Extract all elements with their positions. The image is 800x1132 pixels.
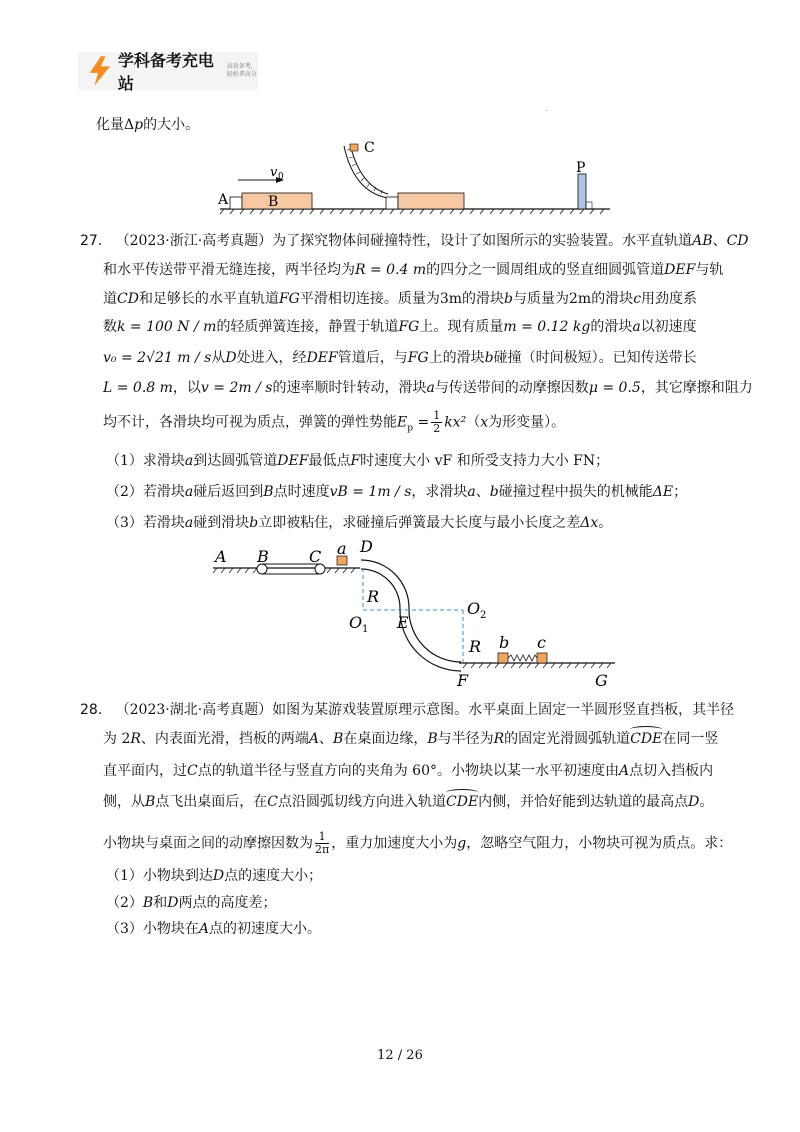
figure-track-def [205, 538, 625, 690]
svg-text:A: A [215, 547, 227, 566]
q27-line-1: 27. （2023·浙江·高考真题）为了探究物体间碰撞特性，设计了如图所示的实验装置。水平直轨道AB、CD [80, 233, 749, 249]
fraction-one-over-two-pi: $\frac{1}{2\pi}$ [315, 830, 330, 856]
spring [508, 655, 537, 661]
q27-line-2: 和水平传送带平滑无缝连接，两半径均为R = 0.4 m的四分之一圆周组成的竖直细圆弧管道DEF与轨 [103, 262, 724, 278]
page-number: 12 / 26 [377, 1048, 423, 1063]
logo-text: 学科备考充电站 [117, 51, 214, 93]
svg-text:R: R [469, 637, 482, 656]
fraction-one-half: $\frac{1}{2}$ [433, 409, 441, 435]
q28-line-1: 28. （2023·湖北·高考真题）如图为某游戏装置原理示意图。水平桌面上固定一半圆形竖直挡板，其半径 [80, 702, 735, 718]
q27-sub-1: （1）求滑块a到达圆弧管道DEF最低点F时速度大小 vF 和所受支持力大小 FN； [106, 453, 610, 469]
svg-text:C: C [364, 140, 375, 156]
block-c-small [386, 197, 398, 209]
lightning-bolt-icon [88, 55, 112, 87]
svg-text:E: E [397, 613, 409, 632]
block-a-small [230, 197, 242, 209]
q28-line-3: 直平面内，过C点的轨道半径与竖直方向的夹角为 60°。小物块以某一水平初速度由A点切入挡板内 [103, 763, 714, 779]
q28-line-2: 为 2R、内表面光滑，挡板的两端A、B在桌面边缘，B与半径为R的固定光滑圆弧轨道CDE在同一竖 [103, 731, 719, 747]
arc-cde-2: CDE [446, 794, 479, 810]
svg-text:R: R [367, 587, 380, 606]
q28-sub-1: （1）小物块到达D点的速度大小； [106, 868, 323, 884]
svg-text:A: A [218, 192, 229, 208]
arc-cde: CDE [630, 731, 663, 747]
q28-sub-2: （2）B和D两点的高度差； [106, 895, 277, 911]
svg-text:b: b [499, 633, 510, 652]
block-c [350, 144, 358, 151]
q27-line-6: L = 0.8 m，以v = 2m / s的速率顺时针转动，滑块a与传送带间的动摩擦因数μ = 0.5，其它摩擦和阻力 [103, 380, 753, 396]
svg-text:0: 0 [278, 172, 284, 182]
q27-sub-3: （3）若滑块a碰到滑块b立即被粘住，求碰撞后弹簧最大长度与最小长度之差Δx。 [106, 515, 613, 531]
svg-text:C: C [309, 547, 322, 566]
block-b [498, 653, 508, 663]
q27-sub-2: （2）若滑块a碰后返回到B点时速度vB = 1m / s，求滑块a、b碰撞过程中损失的机械能ΔE； [106, 484, 688, 500]
site-logo [78, 51, 258, 93]
q27-line-7: 均不计，各滑块均可视为质点，弹簧的弹性势能$E_p$ = $\frac{1}{2}$ kx²（x为形变量）。 [103, 409, 566, 435]
stray-dot: . [545, 104, 548, 113]
svg-text:O: O [467, 599, 481, 618]
svg-text:F: F [457, 671, 469, 690]
logo-slogan: 高效备考，轻松拿高分 [226, 63, 257, 78]
q27-line-5: v₀ = 2√21 m / s从D处进入，经DEF管道后，与FG上的滑块b碰撞（时间极短）。已知传送带长 [103, 350, 697, 366]
block-c2 [537, 653, 547, 663]
q28-sub-3: （3）小物块在A点的初速度大小。 [106, 921, 322, 937]
svg-text:O: O [349, 613, 363, 632]
q28-line-5: 小物块与桌面之间的动摩擦因数为 $\frac{1}{2\pi}$ ，重力加速度大小为g，忽略空气阻力，小物块可视为质点。求： [103, 830, 733, 856]
svg-text:2: 2 [480, 610, 487, 621]
pipe-def [361, 560, 461, 662]
figure-collision-setup [210, 136, 620, 216]
q28-line-4: 侧，从B点飞出桌面后，在C点沿圆弧切线方向进入轨道CDE内侧，并恰好能到达轨道的最高点D。 [103, 794, 714, 810]
svg-text:B: B [257, 547, 269, 566]
svg-text:v: v [270, 165, 278, 180]
post-p [578, 174, 586, 209]
svg-text:1: 1 [362, 624, 369, 635]
q27-line-3: 道CD和足够长的水平直轨道FG平滑相切连接。质量为3m的滑块b与质量为2m的滑块c用劲度系 [103, 291, 698, 307]
svg-text:c: c [537, 633, 546, 652]
board-2 [398, 193, 464, 209]
svg-text:D: D [360, 538, 373, 556]
q27-line-4: 数k = 100 N / m的轻质弹簧连接，静置于轨道FG上。现有质量m = 0.12 kg的滑块a以初速度 [103, 319, 697, 335]
svg-text:G: G [595, 671, 608, 690]
svg-text:P: P [576, 160, 586, 176]
top-line: 化量Δp的大小。 [96, 117, 200, 133]
svg-text:a: a [337, 539, 347, 558]
svg-text:B: B [268, 194, 279, 210]
